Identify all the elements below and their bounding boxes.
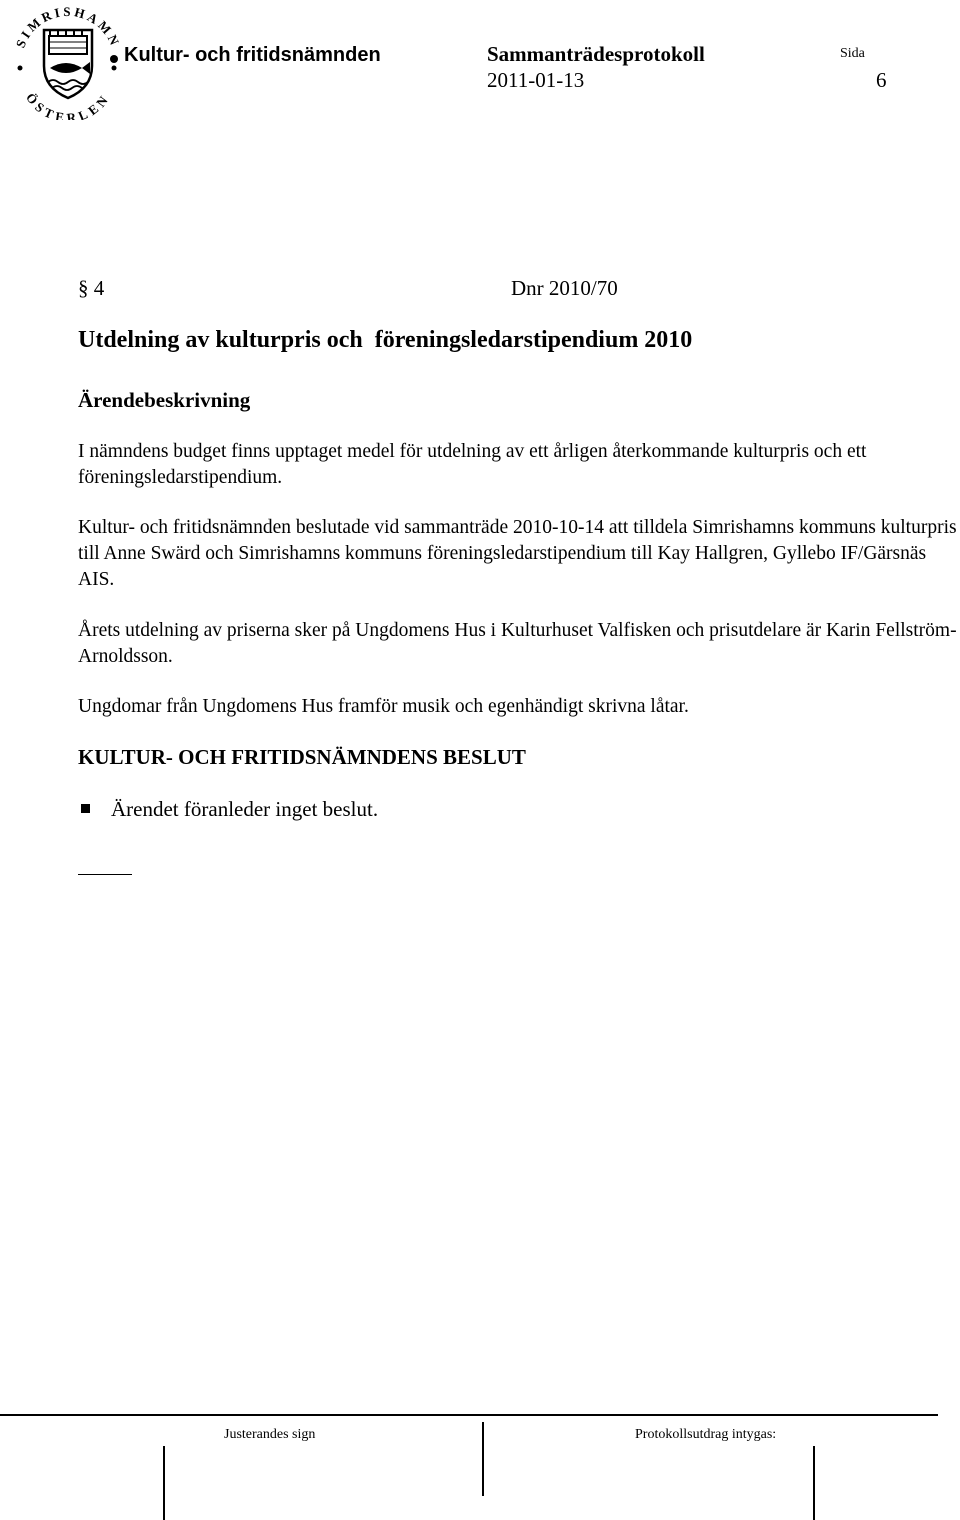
decision-item: Ärendet föranleder inget beslut.: [111, 797, 379, 821]
meeting-date: 2011-01-13: [487, 68, 585, 92]
document-type: Sammanträdesprotokoll: [487, 42, 705, 66]
section-number: § 4: [78, 276, 105, 300]
svg-text:ÖSTERLEN: ÖSTERLEN: [23, 90, 113, 120]
description-heading: Ärendebeskrivning: [78, 388, 251, 412]
decision-heading: KULTUR- OCH FRITIDSNÄMNDENS BESLUT: [78, 745, 526, 769]
paragraph: Kultur- och fritidsnämnden beslutade vid sammanträde 2010-10-14 att tilldela Simrishamns kommuns kulturpris till Anne Swärd och Simrishamns kommuns föreningsledarstipendium till Kay Hallgren, Gyllebo IF/Gärsnäs AIS.: [78, 517, 957, 590]
page-number: 6: [876, 68, 887, 92]
justerandes-sign-label: Justerandes sign: [224, 1427, 316, 1442]
signature-divider: [163, 1446, 165, 1520]
signature-divider: [813, 1446, 815, 1520]
end-rule: [78, 874, 132, 875]
footer-rule: [0, 1414, 938, 1416]
square-bullet-icon: [81, 804, 90, 813]
header-bullet: [110, 55, 118, 63]
paragraph: Ungdomar från Ungdomens Hus framför musik och egenhändigt skrivna låtar.: [78, 696, 689, 717]
municipality-seal-logo: [8, 2, 126, 120]
svg-text:SIMRISHAMN: SIMRISHAMN: [12, 3, 124, 50]
signature-divider: [482, 1422, 484, 1496]
protokollsutdrag-intygas-label: Protokollsutdrag intygas:: [635, 1427, 777, 1442]
diary-number: Dnr 2010/70: [511, 276, 618, 300]
page-label: Sida: [840, 46, 865, 61]
paragraph: I nämndens budget finns upptaget medel för utdelning av ett årligen återkommande kulturpris och ett föreningsledarstipendium.: [78, 441, 867, 488]
item-title: Utdelning av kulturpris och föreningsledarstipendium 2010: [78, 327, 693, 353]
organization-name: Kultur- och fritidsnämnden: [124, 44, 381, 66]
paragraph: Årets utdelning av priserna sker på Ungdomens Hus i Kulturhuset Valfisken och prisutdelare är Karin Fellström-Arnoldsson.: [78, 620, 957, 667]
